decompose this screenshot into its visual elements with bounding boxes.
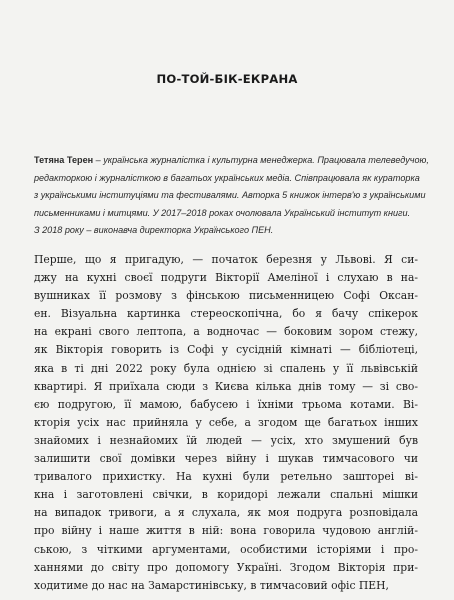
text-line: квартирі. Я приїхала сюди з Києва кілька днів тому — зі сво- xyxy=(34,379,418,393)
text-line: знайомих і незнайомих їй людей — усіх, хто змушений був xyxy=(34,433,418,447)
text-line: єю подругою, її мамою, бабусею і їхніми трьома котами. Ві- xyxy=(34,397,418,411)
author-name: Тетяна Терен xyxy=(34,155,94,165)
text-line: яка в ті дні 2022 року була однією зі спалень у її львівській xyxy=(34,361,418,375)
text-line: джу на кухні своєї подруги Вікторії Амеліної і слухаю в на- xyxy=(34,271,418,285)
text-line: тривалого прихистку. На кухні були ретельно заштореі ві- xyxy=(34,470,418,484)
bio-text: – українська журналістка і культурна менеджерка. Працювала телеведучою, xyxy=(93,155,429,165)
text-line: на випадок тривоги, а я слухала, як моя подруга розповідала xyxy=(34,506,418,520)
bio-line: письменниками і митцями. У 2017–2018 роках очолювала Український інститут книги. xyxy=(34,207,411,218)
text-line: Перше, що я пригадую, — початок березня у Львові. Я си- xyxy=(34,253,418,266)
text-line: кна і заготовлені свічки, в коридорі лежали спальні мішки xyxy=(34,488,418,502)
text-line: ською, з чіткими аргументами, особистими історіями і про- xyxy=(34,542,418,556)
bio-line: з українськими інституціями та фестивалями. Авторка 5 книжок інтерв'ю з українськими xyxy=(34,190,426,201)
body-text xyxy=(34,251,418,595)
text-line: вушниках її розмову з фінською письменницею Софі Оксан- xyxy=(34,289,418,303)
text-line: ен. Візуальна картинка стереоскопічна, бо я бачу спікерок xyxy=(34,307,418,321)
bio-line: редакторкою і журналісткою в багатьох українських медіа. Співпрацювала як кураторка xyxy=(34,172,420,183)
text-line: про війну і наше життя в ній: вона говорила чудовою англій- xyxy=(34,524,418,538)
text-line: як Вікторія говорить із Софі у сусідній кімнаті — бібліотеці, xyxy=(34,343,418,357)
bio-line xyxy=(34,152,429,170)
text-line: на екрані свого лептопа, а водночас — боковим зором стежу, xyxy=(34,325,418,339)
text-line: ханнями до світу про допомогу Україні. Згодом Вікторія при- xyxy=(34,560,418,574)
text-line: кторія усіх нас прийняла у себе, а згодом ще багатьох інших xyxy=(34,415,418,429)
text-line: ходитиме до нас на Замарстинівську, в тимчасовий офіс ПЕН, xyxy=(34,578,389,592)
chapter-title: ПО-ТОЙ-БІК-ЕКРАНА xyxy=(156,72,298,86)
author-bio xyxy=(34,152,429,240)
bio-line: З 2018 року – виконавча директорка Українського ПЕН. xyxy=(34,225,274,236)
text-line: залишити свої домівки через війну і шукав тимчасового чи xyxy=(34,452,418,466)
